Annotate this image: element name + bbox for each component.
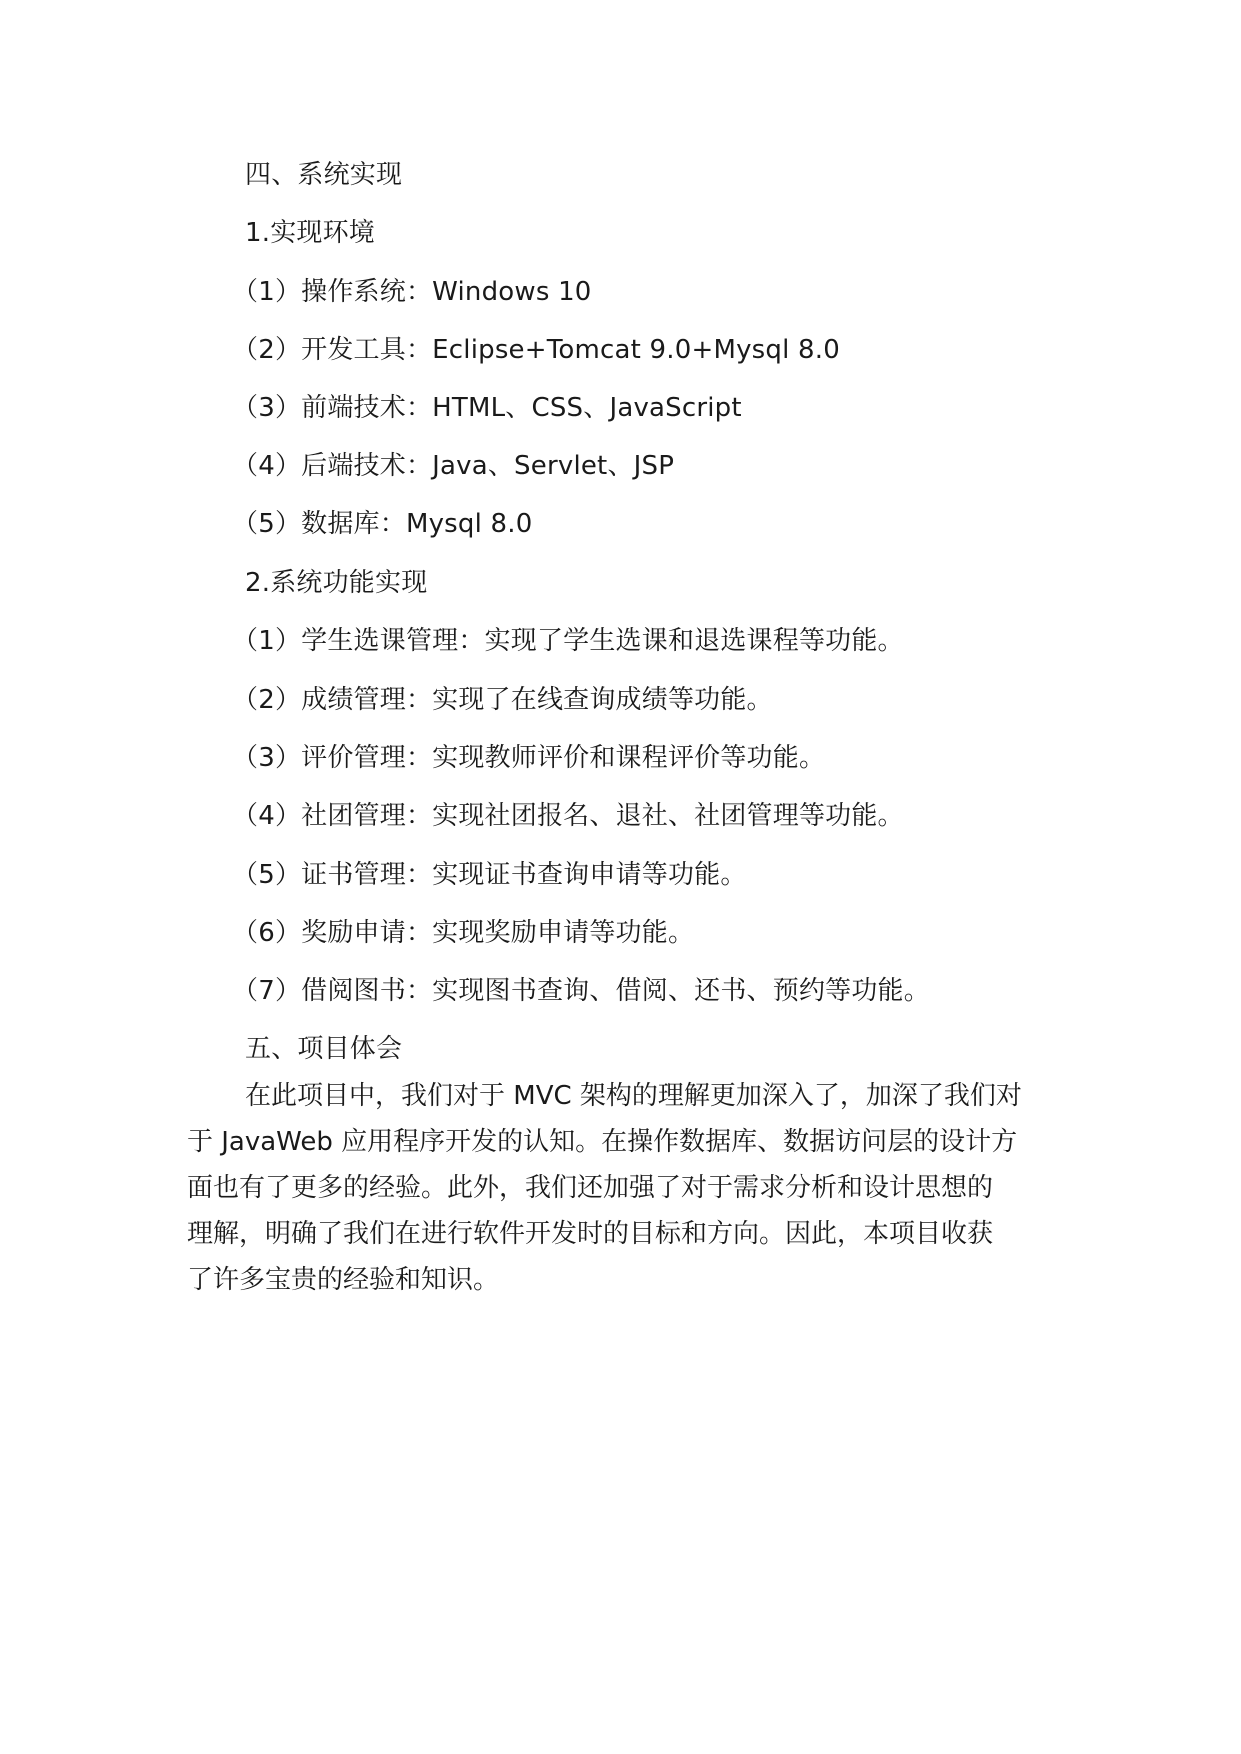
subsection-heading-environment: 1.实现环境: [245, 218, 376, 248]
feature-item-grades: （2）成绩管理：实现了在线查询成绩等功能。: [232, 685, 773, 715]
section-heading-project-reflection: 五、项目体会: [245, 1034, 403, 1064]
feature-item-evaluation: （3）评价管理：实现教师评价和课程评价等功能。: [232, 743, 826, 773]
env-item-database: （5）数据库：Mysql 8.0: [232, 509, 533, 539]
paragraph-line: 面也有了更多的经验。此外，我们还加强了对于需求分析和设计思想的: [187, 1173, 994, 1203]
feature-item-library: （7）借阅图书：实现图书查询、借阅、还书、预约等功能。: [232, 976, 930, 1006]
feature-item-course-selection: （1）学生选课管理：实现了学生选课和退选课程等功能。: [232, 626, 904, 656]
feature-item-certificates: （5）证书管理：实现证书查询申请等功能。: [232, 860, 747, 890]
reflection-paragraph: [187, 1073, 1047, 1303]
env-item-os: （1）操作系统：Windows 10: [232, 277, 592, 307]
env-item-dev-tools: （2）开发工具：Eclipse+Tomcat 9.0+Mysql 8.0: [232, 335, 840, 365]
paragraph-line: 于 JavaWeb 应用程序开发的认知。在操作数据库、数据访问层的设计方: [187, 1127, 1018, 1157]
section-heading-system-implementation: 四、系统实现: [245, 160, 403, 190]
feature-item-awards: （6）奖励申请：实现奖励申请等功能。: [232, 918, 695, 948]
feature-item-clubs: （4）社团管理：实现社团报名、退社、社团管理等功能。: [232, 801, 904, 831]
paragraph-line: 在此项目中，我们对于 MVC 架构的理解更加深入了，加深了我们对: [245, 1081, 1022, 1111]
env-item-frontend: （3）前端技术：HTML、CSS、JavaScript: [232, 393, 742, 423]
paragraph-line: 理解，明确了我们在进行软件开发时的目标和方向。因此，本项目收获: [187, 1219, 994, 1249]
env-item-backend: （4）后端技术：Java、Servlet、JSP: [232, 451, 675, 481]
paragraph-line: 了许多宝贵的经验和知识。: [187, 1265, 500, 1295]
subsection-heading-features: 2.系统功能实现: [245, 568, 428, 598]
